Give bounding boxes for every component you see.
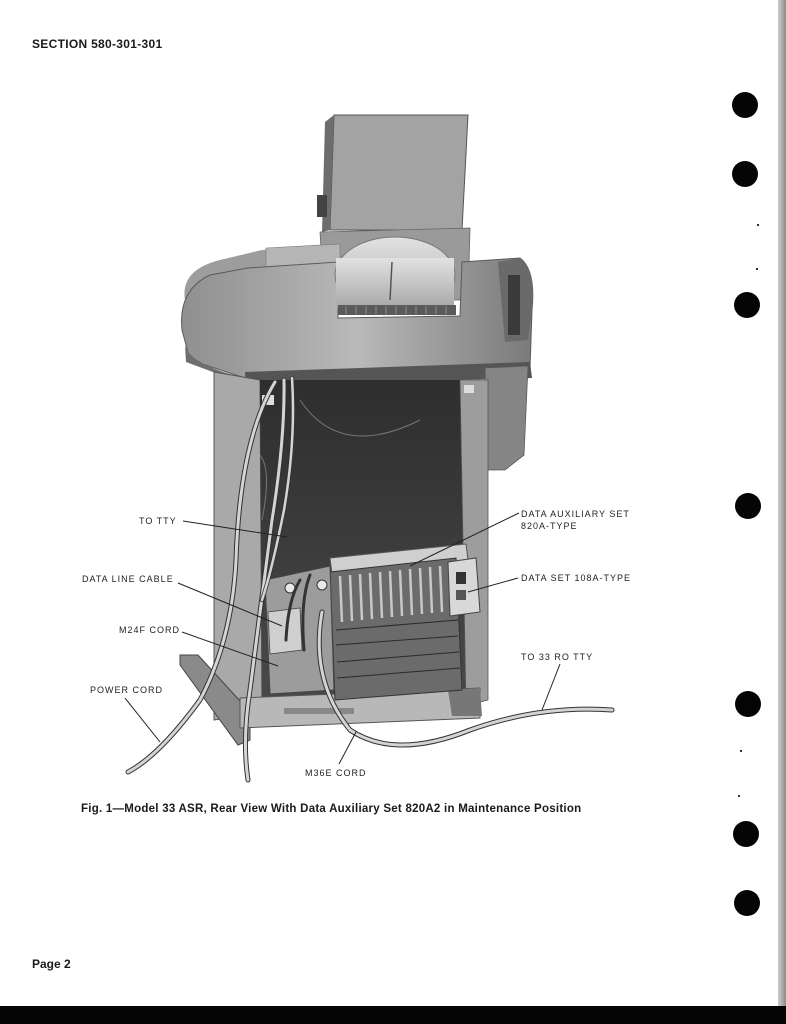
callout-m24f-cord: M24F CORD (119, 625, 181, 635)
callout-data-line-cable: DATA LINE CABLE (82, 574, 174, 584)
callout-to-tty: TO TTY (139, 516, 177, 526)
callout-data-auxiliary-set-line2: 820A-TYPE (521, 521, 578, 531)
callout-m36e-cord: M36E CORD (305, 768, 367, 778)
callout-power-cord: POWER CORD (90, 685, 163, 695)
figure-caption: Fig. 1—Model 33 ASR, Rear View With Data Auxiliary Set 820A2 in Maintenance Position (81, 803, 582, 815)
callout-to-33-ro-tty: TO 33 RO TTY (521, 652, 594, 662)
scan-bottom-border (0, 1006, 786, 1024)
section-header: SECTION 580-301-301 (32, 37, 163, 51)
paper-roll (335, 237, 456, 315)
side-panel (485, 366, 528, 470)
callout-data-auxiliary-set-line1: DATA AUXILIARY SET (521, 509, 630, 519)
callout-data-set-108a: DATA SET 108A-TYPE (521, 573, 632, 583)
callout-data-auxiliary-set (521, 508, 630, 532)
page-number: Page 2 (32, 957, 71, 971)
data-set-108a-panel (448, 558, 480, 616)
